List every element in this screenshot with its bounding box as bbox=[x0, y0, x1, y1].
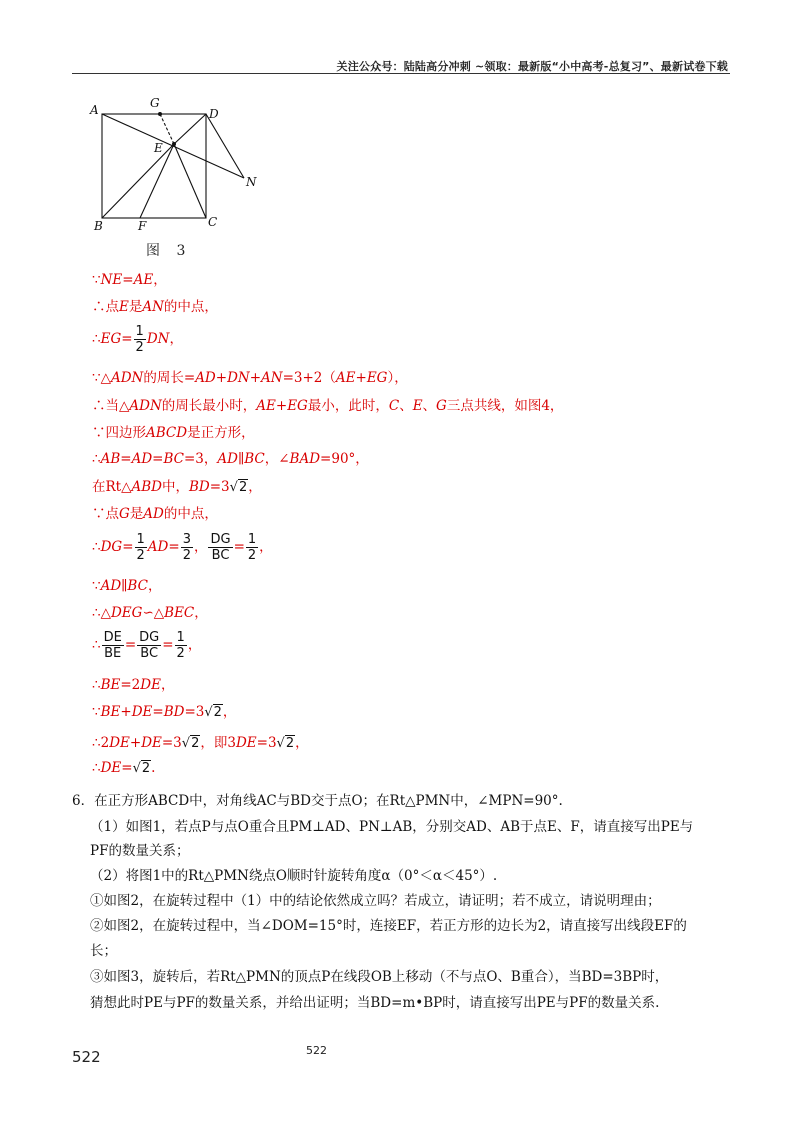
label-e: E bbox=[154, 141, 163, 155]
fraction-dg-bc: $\frac{DG}{BC}$ bbox=[210, 532, 231, 563]
sqrt-expr: √2 bbox=[276, 736, 295, 751]
solution-line: ∴EG= $\frac{1}{2}$ DN， bbox=[92, 324, 183, 355]
figure-caption: 图 3 bbox=[146, 243, 192, 259]
sqrt-expr: √2 bbox=[204, 705, 222, 720]
header-rule bbox=[72, 73, 730, 74]
segment-fe bbox=[140, 144, 174, 218]
question-part: 长； bbox=[90, 943, 117, 959]
label-n: N bbox=[246, 175, 257, 189]
question-stem bbox=[72, 789, 563, 809]
label-c: C bbox=[208, 215, 218, 229]
solution-line: ∴BE=2DE， bbox=[92, 677, 175, 693]
solution-line: 在Rt△ABD中，BD=3√2， bbox=[92, 479, 262, 495]
fraction-half: $\frac{1}{2}$ bbox=[176, 630, 185, 661]
solution-line: ∵AD∥BC， bbox=[92, 578, 162, 594]
question-part: ①如图2，在旋转过程中（1）中的结论依然成立吗？若成立，请证明；若不成立，请说明理由； bbox=[90, 893, 661, 909]
question-part: （2）将图1中的Rt△PMN绕点O顺时针旋转角度α（0°＜α＜45°）. bbox=[90, 868, 498, 884]
segment-ce bbox=[174, 144, 206, 218]
segment-be bbox=[102, 144, 174, 218]
fraction-dg-bc: $\frac{DG}{BC}$ bbox=[139, 630, 160, 661]
solution-line: ∴DE=√2. bbox=[92, 760, 156, 776]
label-g: G bbox=[150, 96, 160, 110]
solution-line: ∴△DEG∽△BEC， bbox=[92, 605, 208, 621]
solution-line: ∴当△ADN的周长最小时，AE+EG最小，此时，C、E、G三点共线，如图4， bbox=[92, 398, 564, 414]
fraction-half: $\frac{1}{2}$ bbox=[135, 324, 144, 355]
figure-svg bbox=[88, 96, 268, 236]
solution-line: ∵BE+DE=BD=3√2， bbox=[92, 704, 237, 720]
point-g bbox=[158, 112, 162, 116]
point-e bbox=[172, 142, 176, 146]
solution-line: ∴DG= $\frac{1}{2}$ AD= $\frac{3}{2}$ ， $\frac{DG}{BC}$ = $\frac{1}{2}$ ， bbox=[92, 532, 273, 563]
page-number-left: 522 bbox=[72, 1048, 101, 1066]
solution-line: ∵△ADN的周长=AD+DN+AN=3+2（AE+EG）， bbox=[92, 370, 408, 386]
fraction-de-be: $\frac{DE}{BE}$ bbox=[103, 630, 122, 661]
solution-line: ∵NE=AE， bbox=[92, 272, 167, 288]
page-number-center: 522 bbox=[306, 1044, 327, 1057]
label-a: A bbox=[90, 103, 99, 117]
question-part: PF的数量关系； bbox=[90, 843, 190, 859]
segment-ge bbox=[160, 114, 174, 144]
sqrt-expr: √2 bbox=[132, 761, 151, 776]
question-part: 猜想此时PE与PF的数量关系，并给出证明；当BD=m•BP时，请直接写出PE与PF的数量关系. bbox=[90, 995, 660, 1011]
fraction-half: $\frac{1}{2}$ bbox=[247, 532, 257, 563]
segment-dn bbox=[206, 114, 244, 178]
sqrt-expr: √2 bbox=[229, 480, 248, 495]
label-f: F bbox=[138, 219, 147, 233]
solution-line: ∴AB=AD=BC=3，AD∥BC，∠BAD=90°， bbox=[92, 451, 369, 467]
solution-line: ∴点E是AN的中点， bbox=[92, 299, 218, 315]
label-b: B bbox=[94, 219, 103, 233]
solution-line: ∴ $\frac{DE}{BE}$ = $\frac{DG}{BC}$ = $\frac{1}{2}$ ， bbox=[92, 630, 202, 661]
solution-line: ∵点G是AD的中点， bbox=[92, 506, 218, 522]
question-part: （1）如图1，若点P与点O重合且PM⊥AD、PN⊥AB，分别交AD、AB于点E、F，请直接写出PE与 bbox=[90, 819, 694, 835]
solution-line: ∵四边形ABCD是正方形， bbox=[92, 425, 255, 441]
question-part: ②如图2，在旋转过程中，当∠DOM=15°时，连接EF，若正方形的边长为2，请直接写出线段EF的 bbox=[90, 918, 687, 934]
solution-line: ∴2DE+DE=3√2，即3DE=3√2， bbox=[92, 735, 309, 751]
page-header: 关注公众号：陆陆高分冲刺 ~领取：最新版“小中高考-总复习”、最新试卷下载 bbox=[336, 60, 728, 73]
question-number: 6． bbox=[72, 793, 95, 809]
segment-de bbox=[174, 114, 206, 144]
label-d: D bbox=[209, 107, 219, 121]
question-stem-text: 在正方形ABCD中，对角线AC与BD交于点O；在Rt△PMN中，∠MPN=90°. bbox=[94, 793, 563, 809]
geometry-figure bbox=[88, 96, 268, 236]
sqrt-expr: √2 bbox=[181, 736, 200, 751]
fraction-three-halves: $\frac{3}{2}$ bbox=[182, 532, 191, 563]
question-part: ③如图3，旋转后，若Rt△PMN的顶点P在线段OB上移动（不与点O、B重合），当BD=3BP时， bbox=[90, 969, 669, 985]
fraction-half: $\frac{1}{2}$ bbox=[136, 532, 145, 563]
